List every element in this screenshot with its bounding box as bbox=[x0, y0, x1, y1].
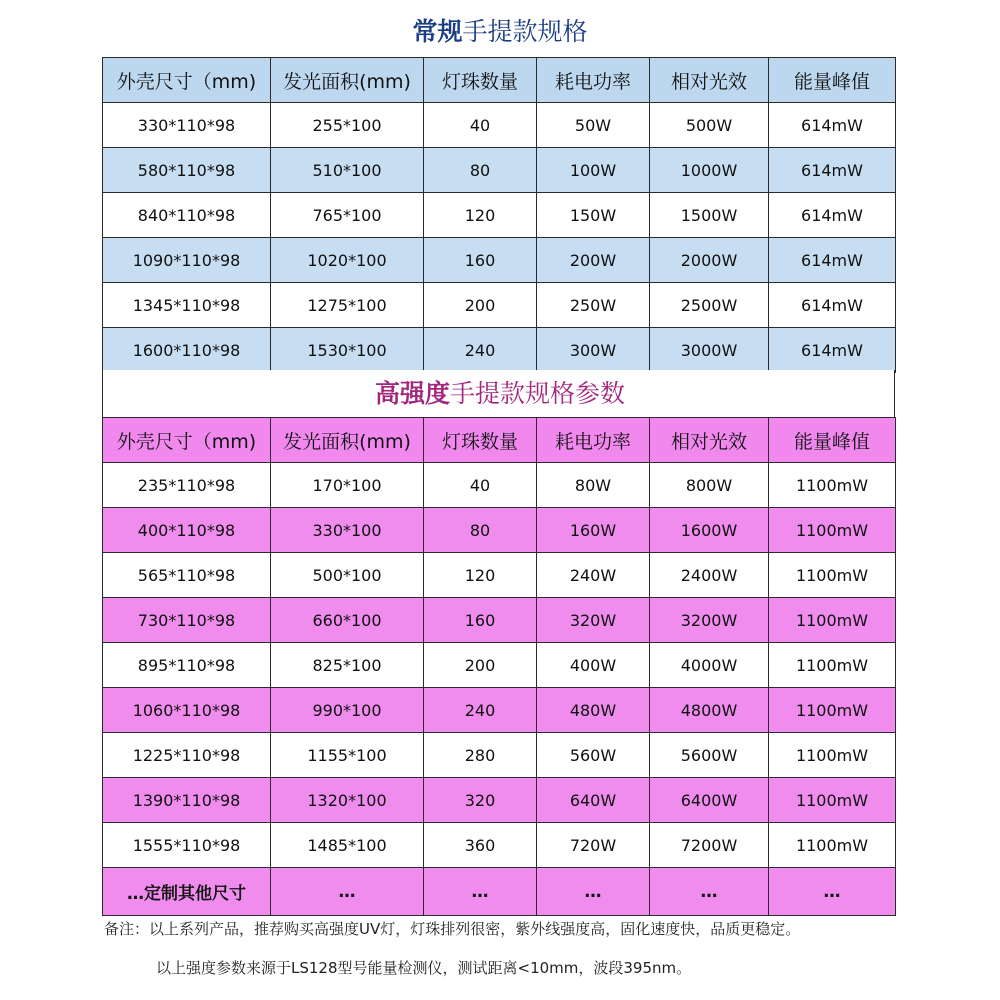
table-cell: 1485*100 bbox=[271, 823, 424, 868]
table-cell: 614mW bbox=[769, 238, 896, 283]
table-row bbox=[103, 553, 896, 598]
column-header: 灯珠数量 bbox=[424, 58, 537, 103]
table-cell: 895*110*98 bbox=[103, 643, 271, 688]
table-cell: 1390*110*98 bbox=[103, 778, 271, 823]
column-header: 耗电功率 bbox=[537, 418, 650, 463]
table-cell: 660*100 bbox=[271, 598, 424, 643]
table-cell: 1275*100 bbox=[271, 283, 424, 328]
table-cell: 640W bbox=[537, 778, 650, 823]
table-cell: 1100mW bbox=[769, 463, 896, 508]
column-header: 相对光效 bbox=[650, 58, 769, 103]
high-title-rest: 手提款规格参数 bbox=[450, 379, 626, 408]
table-cell: 255*100 bbox=[271, 103, 424, 148]
table-cell: 840*110*98 bbox=[103, 193, 271, 238]
table-cell: 3200W bbox=[650, 598, 769, 643]
table-cell: 40 bbox=[424, 103, 537, 148]
table-cell: … bbox=[537, 868, 650, 916]
table-cell: 240 bbox=[424, 328, 537, 373]
table-cell: … bbox=[769, 868, 896, 916]
table-cell: 1600*110*98 bbox=[103, 328, 271, 373]
table-cell: 80 bbox=[424, 148, 537, 193]
table-row bbox=[103, 148, 896, 193]
table-cell: 510*100 bbox=[271, 148, 424, 193]
table-cell: 614mW bbox=[769, 103, 896, 148]
column-header: 能量峰值 bbox=[769, 58, 896, 103]
table-row bbox=[103, 238, 896, 283]
table-cell: 330*110*98 bbox=[103, 103, 271, 148]
table-cell: 300W bbox=[537, 328, 650, 373]
table-cell: 200 bbox=[424, 643, 537, 688]
table-cell: 250W bbox=[537, 283, 650, 328]
table-cell: 765*100 bbox=[271, 193, 424, 238]
table-cell: 1100mW bbox=[769, 598, 896, 643]
table-cell: 4800W bbox=[650, 688, 769, 733]
column-header: 发光面积(mm) bbox=[271, 418, 424, 463]
table-cell: 320W bbox=[537, 598, 650, 643]
table-cell: 2500W bbox=[650, 283, 769, 328]
table-cell: 100W bbox=[537, 148, 650, 193]
table-cell: 614mW bbox=[769, 148, 896, 193]
table-cell: 500*100 bbox=[271, 553, 424, 598]
table-cell: 200W bbox=[537, 238, 650, 283]
table-row bbox=[103, 508, 896, 553]
table-cell: 614mW bbox=[769, 283, 896, 328]
column-header: 发光面积(mm) bbox=[271, 58, 424, 103]
table-row bbox=[103, 823, 896, 868]
table-cell: 480W bbox=[537, 688, 650, 733]
table-row bbox=[103, 688, 896, 733]
table-cell: 6400W bbox=[650, 778, 769, 823]
table-cell: 560W bbox=[537, 733, 650, 778]
table-cell: 1500W bbox=[650, 193, 769, 238]
table-cell: 320 bbox=[424, 778, 537, 823]
table-row bbox=[103, 463, 896, 508]
table-cell: 360 bbox=[424, 823, 537, 868]
measurement-note: 以上强度参数来源于LS128型号能量检测仪，测试距离<10mm，波段395nm。 bbox=[156, 959, 692, 977]
table-cell: 400*110*98 bbox=[103, 508, 271, 553]
table-cell: 150W bbox=[537, 193, 650, 238]
table-cell: 1155*100 bbox=[271, 733, 424, 778]
table-cell: 50W bbox=[537, 103, 650, 148]
table-cell: 120 bbox=[424, 553, 537, 598]
custom-size-row bbox=[103, 868, 896, 916]
table-cell: 80W bbox=[537, 463, 650, 508]
high-title-strong: 高强度 bbox=[374, 379, 450, 408]
table-cell: … bbox=[271, 868, 424, 916]
table-cell: 1100mW bbox=[769, 508, 896, 553]
table-cell: 1060*110*98 bbox=[103, 688, 271, 733]
table-cell: 2400W bbox=[650, 553, 769, 598]
high-spec-table bbox=[102, 417, 896, 916]
table-cell: 1100mW bbox=[769, 688, 896, 733]
remark-note: 备注：以上系列产品，推荐购买高强度UV灯，灯珠排列很密，紫外线强度高，固化速度快，品质更稳定。 bbox=[104, 920, 801, 938]
table-cell: 990*100 bbox=[271, 688, 424, 733]
table-cell: … bbox=[424, 868, 537, 916]
table-cell: 40 bbox=[424, 463, 537, 508]
column-header: 外壳尺寸（mm) bbox=[103, 418, 271, 463]
table-cell: 825*100 bbox=[271, 643, 424, 688]
table-cell: 614mW bbox=[769, 328, 896, 373]
table-cell: 4000W bbox=[650, 643, 769, 688]
table-cell: 1555*110*98 bbox=[103, 823, 271, 868]
high-spec-title bbox=[0, 374, 1000, 414]
table-cell: 160 bbox=[424, 238, 537, 283]
table-row bbox=[103, 193, 896, 238]
table-cell: 730*110*98 bbox=[103, 598, 271, 643]
regular-title-rest: 手提款规格 bbox=[462, 17, 588, 46]
table-cell: 80 bbox=[424, 508, 537, 553]
table-cell: 565*110*98 bbox=[103, 553, 271, 598]
column-header: 灯珠数量 bbox=[424, 418, 537, 463]
table-cell: 280 bbox=[424, 733, 537, 778]
regular-title-strong: 常规 bbox=[412, 17, 463, 46]
table-cell: 170*100 bbox=[271, 463, 424, 508]
table-cell: 1600W bbox=[650, 508, 769, 553]
column-header: 耗电功率 bbox=[537, 58, 650, 103]
table-cell: 500W bbox=[650, 103, 769, 148]
table-cell: 400W bbox=[537, 643, 650, 688]
table-row bbox=[103, 778, 896, 823]
table-row bbox=[103, 283, 896, 328]
table-cell: 240 bbox=[424, 688, 537, 733]
regular-spec-title bbox=[0, 12, 1000, 52]
table-row bbox=[103, 328, 896, 373]
table-cell: 330*100 bbox=[271, 508, 424, 553]
table-cell: 5600W bbox=[650, 733, 769, 778]
table-cell: 3000W bbox=[650, 328, 769, 373]
regular-spec-table bbox=[102, 57, 896, 373]
table-cell: 1345*110*98 bbox=[103, 283, 271, 328]
table-cell: 1100mW bbox=[769, 733, 896, 778]
table-cell: 200 bbox=[424, 283, 537, 328]
table-cell: 1320*100 bbox=[271, 778, 424, 823]
table-cell: 1100mW bbox=[769, 643, 896, 688]
table-cell: …定制其他尺寸 bbox=[103, 868, 271, 916]
table-cell: 1100mW bbox=[769, 553, 896, 598]
table-cell: 1090*110*98 bbox=[103, 238, 271, 283]
table-row bbox=[103, 103, 896, 148]
regular-header-row bbox=[103, 58, 896, 103]
table-cell: 1225*110*98 bbox=[103, 733, 271, 778]
table-cell: 720W bbox=[537, 823, 650, 868]
table-cell: 1000W bbox=[650, 148, 769, 193]
high-header-row bbox=[103, 418, 896, 463]
table-cell: 580*110*98 bbox=[103, 148, 271, 193]
table-row bbox=[103, 643, 896, 688]
table-cell: 160W bbox=[537, 508, 650, 553]
column-header: 能量峰值 bbox=[769, 418, 896, 463]
table-cell: 1100mW bbox=[769, 823, 896, 868]
table-cell: … bbox=[650, 868, 769, 916]
table-cell: 120 bbox=[424, 193, 537, 238]
column-header: 外壳尺寸（mm) bbox=[103, 58, 271, 103]
table-row bbox=[103, 598, 896, 643]
table-cell: 235*110*98 bbox=[103, 463, 271, 508]
table-cell: 160 bbox=[424, 598, 537, 643]
table-cell: 7200W bbox=[650, 823, 769, 868]
table-cell: 1100mW bbox=[769, 778, 896, 823]
table-cell: 240W bbox=[537, 553, 650, 598]
table-cell: 1530*100 bbox=[271, 328, 424, 373]
table-cell: 614mW bbox=[769, 193, 896, 238]
column-header: 相对光效 bbox=[650, 418, 769, 463]
table-cell: 2000W bbox=[650, 238, 769, 283]
table-cell: 800W bbox=[650, 463, 769, 508]
table-row bbox=[103, 733, 896, 778]
table-cell: 1020*100 bbox=[271, 238, 424, 283]
